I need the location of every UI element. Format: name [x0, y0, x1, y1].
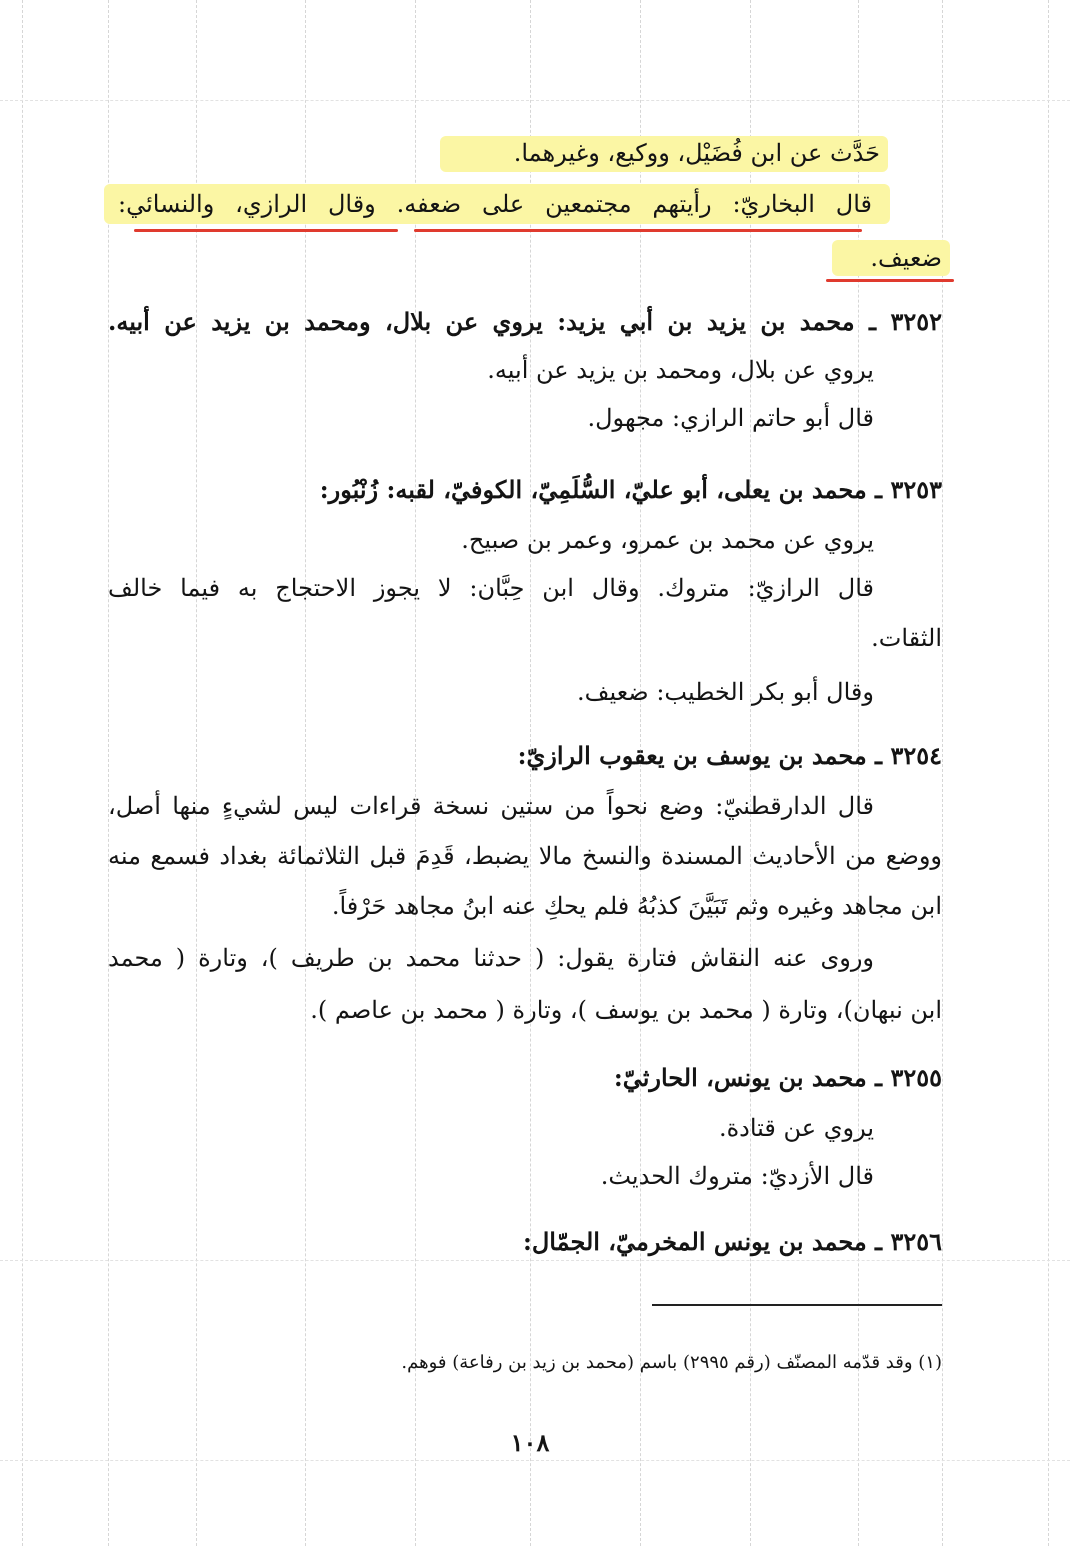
text-line: قال أبو حاتم الرازي: مجهول. [587, 404, 874, 432]
text-line: قال الأزديّ: متروك الحديث. [600, 1162, 874, 1190]
entry-heading: ٣٢٥٤ ـ محمد بن يوسف بن يعقوب الرازيّ: [517, 741, 942, 770]
text-line: قال الرازيّ: متروك. وقال ابن حِبَّان: لا يجوز الاحتجاج به فيما خالف [108, 574, 874, 602]
text-line: قال الدارقطنيّ: وضع نحواً من ستين نسخة قراءات ليس لشيءٍ منها أصل، [108, 792, 875, 820]
footnote-divider [652, 1304, 942, 1306]
text-line: ضعيف. [870, 244, 942, 272]
text-line: ابن مجاهد وغيره وثم تَبَيَّنَ كذبُهُ فلم يحكِ عنه ابنُ مجاهد حَرْفاً. [331, 892, 942, 920]
text-line: وقال أبو بكر الخطيب: ضعيف. [577, 678, 874, 706]
page-number: ١٠٨ [510, 1428, 550, 1457]
red-underline [826, 279, 954, 282]
text-line: وروى عنه النقاش فتارة يقول: ( حدثنا محمد بن طريف )، وتارة ( محمد [108, 944, 874, 972]
text-line: يروي عن بلال، ومحمد بن يزيد عن أبيه. [487, 356, 874, 384]
text-line: ووضع من الأحاديث المسندة والنسخ مالا يضبط، قَدِمَ قبل الثلاثمائة بغداد فسمع منه [108, 842, 942, 870]
text-line: قال البخاريّ: رأيتهم مجتمعين على ضعفه. وقال الرازي، والنسائي: [118, 190, 872, 218]
red-underline [134, 229, 398, 232]
red-underline [414, 229, 862, 232]
entry-heading: ٣٢٥٢ ـ محمد بن يزيد بن أبي يزيد: يروي عن بلال، ومحمد بن يزيد عن أبيه. [108, 307, 942, 336]
text-line: يروي عن محمد بن عمرو، وعمر بن صبيح. [461, 526, 874, 554]
text-line: حَدَّث عن ابن فُضَيْل، ووكيع، وغيرهما. [513, 139, 880, 167]
entry-heading: ٣٢٥٦ ـ محمد بن يونس المخرميّ، الجمّال: [522, 1227, 942, 1256]
entry-heading: ٣٢٥٣ ـ محمد بن يعلى، أبو عليّ، السُّلَمِيّ، الكوفيّ، لقبه: زُنْبُور: [319, 475, 942, 504]
footnote: (١) وقد قدّمه المصنّف (رقم ٢٩٩٥) باسم (محمد بن زيد بن رفاعة) فوهم. [401, 1352, 942, 1373]
text-line: ابن نبهان)، وتارة ( محمد بن يوسف )، وتارة ( محمد بن عاصم ). [310, 996, 942, 1024]
text-line: يروي عن قتادة. [718, 1114, 874, 1142]
entry-heading: ٣٢٥٥ ـ محمد بن يونس، الحارثيّ: [613, 1063, 942, 1092]
text-line: الثقات. [871, 624, 942, 652]
